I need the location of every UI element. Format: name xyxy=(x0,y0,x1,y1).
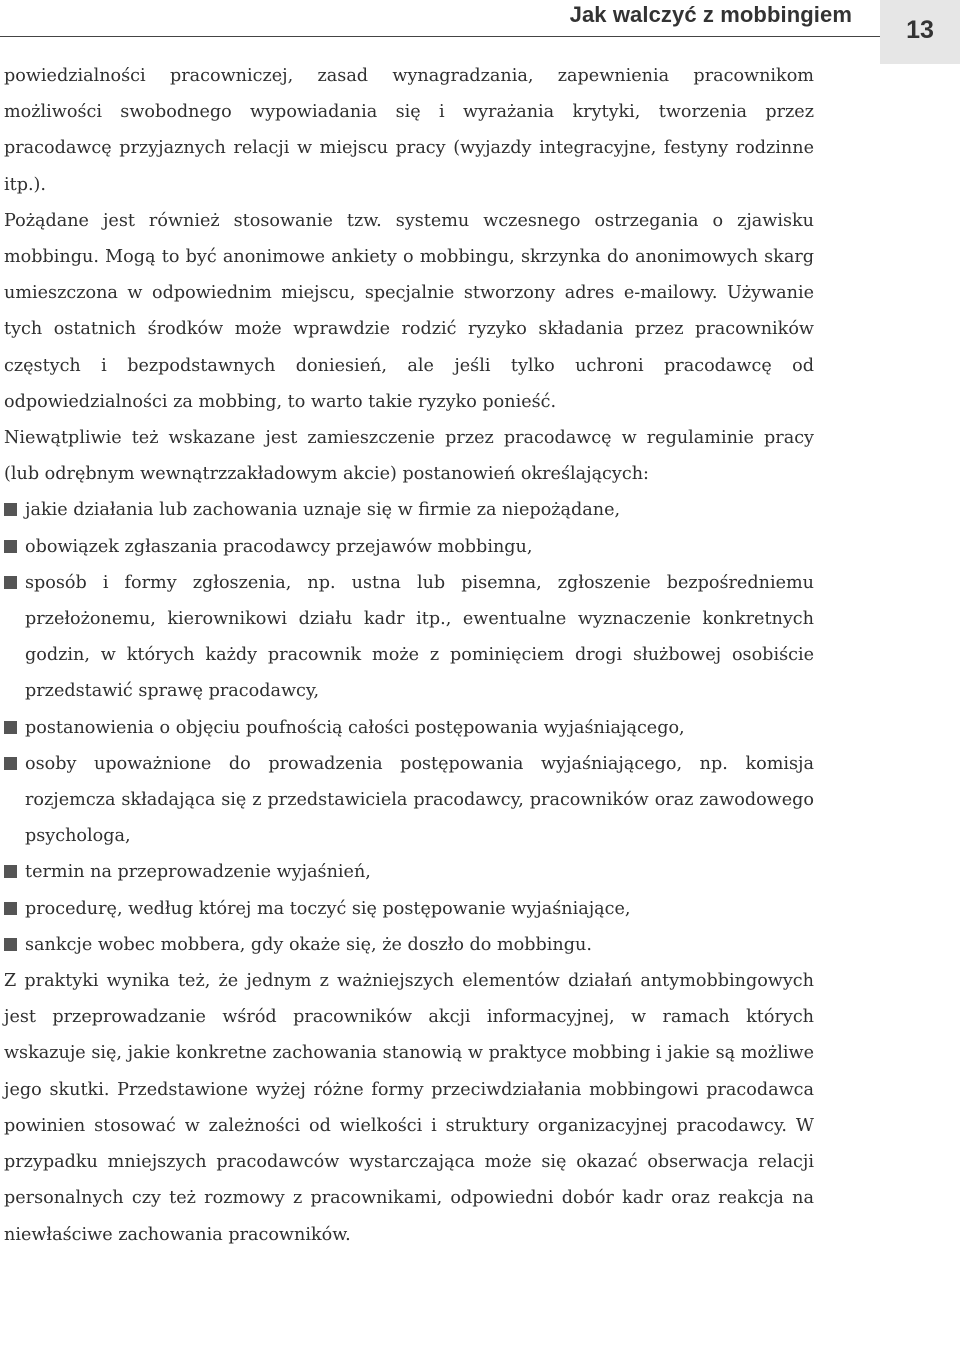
square-bullet-icon xyxy=(4,757,17,770)
list-item-text: sankcje wobec mobbera, gdy okaże się, że doszło do mobbingu. xyxy=(25,934,592,955)
list-item xyxy=(4,710,814,746)
square-bullet-icon xyxy=(4,938,17,951)
square-bullet-icon xyxy=(4,902,17,915)
list-item xyxy=(4,927,814,963)
square-bullet-icon xyxy=(4,503,17,516)
square-bullet-icon xyxy=(4,576,17,589)
header-divider xyxy=(0,36,880,37)
page-number: 13 xyxy=(906,16,934,44)
list-item xyxy=(4,529,814,565)
list-item xyxy=(4,891,814,927)
paragraph-4: Z praktyki wynika też, że jednym z ważniejszych elementów działań antymobbingowych jest przeprowadzanie wśród pracowników akcji informacyjnej, w ramach których wskazuje się, jakie konkretne zachowania stanowią w praktyce mobbing i jakie są możliwe jego skutki. Przedstawione wyżej różne formy przeciwdziałania mobbingowi pracodawca powinien stosować w zależności od wielkości i struktury organizacyjnej pracodawcy. W przypadku mniejszych pracodawców wystarczająca może się okazać obserwacja relacji personalnych czy też rozmowy z pracownikami, odpowiedni dobór kadr oraz reakcja na niewłaściwe zachowania pracowników. xyxy=(4,971,814,1245)
list-item-text: postanowienia o objęciu poufnością całości postępowania wyjaśniającego, xyxy=(25,717,685,738)
paragraph-2: Pożądane jest również stosowanie tzw. systemu wczesnego ostrzegania o zjawisku mobbingu. Mogą to być anonimowe ankiety o mobbingu, skrzynka do anonimowych skarg umieszczona w odpowiednim miejscu, specjalnie stworzony adres e-mailowy. Używanie tych ostatnich środków może wprawdzie rodzić ryzyko składania przez pracowników częstych i bezpodstawnych doniesień, ale jeśli tylko uchroni pracodawcę od odpowiedzialności za mobbing, to warto takie ryzyko ponieść. xyxy=(4,210,814,412)
paragraph-3: Niewątpliwie też wskazane jest zamieszczenie przez pracodawcę w regulaminie pracy (lub odrębnym wewnątrzzakładowym akcie) postanowień określających: xyxy=(4,428,814,485)
square-bullet-icon xyxy=(4,865,17,878)
running-header xyxy=(0,0,880,36)
list-item-text: termin na przeprowadzenie wyjaśnień, xyxy=(25,862,371,883)
list-item-text: jakie działania lub zachowania uznaje się w firmie za niepożądane, xyxy=(25,500,621,521)
page-number-tab xyxy=(880,0,960,64)
list-item-text: sposób i formy zgłoszenia, np. ustna lub pisemna, zgłoszenie bezpośredniemu przełożonemu, kierownikowi działu kadr itp., ewentualne wyznaczenie konkretnych godzin, w których każdy pracownik może z pominięciem drogi służbowej osobiście przedstawić sprawę pracodawcy, xyxy=(25,572,814,702)
list-item-text: procedurę, według której ma toczyć się postępowanie wyjaśniające, xyxy=(25,898,631,919)
list-item-text: obowiązek zgłaszania pracodawcy przejawów mobbingu, xyxy=(25,536,533,557)
paragraph-1: powiedzialności pracowniczej, zasad wynagradzania, zapewnienia pracownikom możliwości swobodnego wypowiadania się i wyrażania krytyki, tworzenia przez pracodawcę przyjaznych relacji w miejscu pracy (wyjazdy integracyjne, festyny rodzinne itp.). xyxy=(4,66,814,195)
square-bullet-icon xyxy=(4,540,17,553)
list-item-text: osoby upoważnione do prowadzenia postępowania wyjaśniającego, np. komisja rozjemcza składająca się z przedstawiciela pracodawcy, pracowników oraz zawodowego psychologa, xyxy=(25,753,814,847)
list-item xyxy=(4,565,814,710)
list-item xyxy=(4,492,814,528)
bullet-list xyxy=(4,492,814,963)
square-bullet-icon xyxy=(4,721,17,734)
list-item xyxy=(4,854,814,890)
page-body xyxy=(4,58,814,1253)
running-header-title: Jak walczyć z mobbingiem xyxy=(569,2,852,27)
list-item xyxy=(4,746,814,855)
